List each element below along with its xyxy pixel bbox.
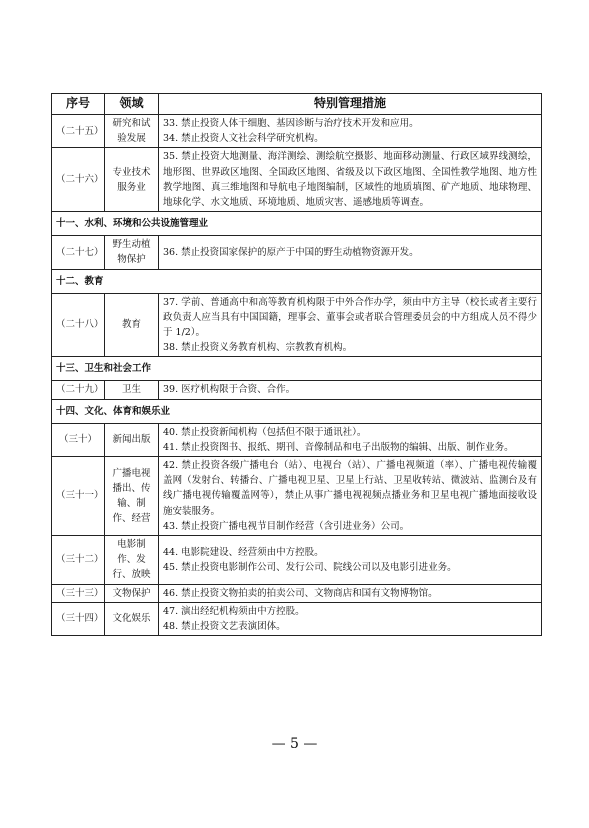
row-field: 广播电视播出、传输、制作、经营 — [105, 457, 159, 536]
measure-item: 43. 禁止投资广播电视节目制作经营（含引进业务）公司。 — [163, 520, 410, 532]
row-measures — [159, 536, 542, 585]
row-field: 教育 — [105, 293, 159, 357]
row-measures — [159, 457, 542, 536]
row-no: （三十一） — [52, 457, 105, 536]
row-measures — [159, 236, 542, 269]
measure-item: 38. 禁止投资义务教育机构、宗教教育机构。 — [163, 342, 353, 354]
header-field: 领域 — [105, 94, 159, 115]
header-measure: 特别管理措施 — [159, 94, 542, 115]
row-field: 专业技术服务业 — [105, 148, 159, 212]
measure-item: 47. 演出经纪机构须由中方控股。 — [163, 605, 305, 617]
header-no: 序号 — [52, 94, 105, 115]
row-field: 文化娱乐 — [105, 602, 159, 635]
table-row — [52, 423, 542, 456]
measure-item: 35. 禁止投资大地测量、海洋测绘、测绘航空摄影、地面移动测量、行政区域界线测绘，地形图、世界政区地图、全国政区地图、省级及以下政区地图、全国性教学地图、地方性教学地图、真三维地图和导航电子地图编制，区域性的地质填图、矿产地质、地球物理、地球化学、水文地质、环境地质、地质灾害、遥感地质等调查。 — [163, 151, 537, 209]
table-row — [52, 293, 542, 357]
section-title: 十三、卫生和社会工作 — [52, 357, 542, 381]
row-field: 文物保护 — [105, 584, 159, 602]
section-row — [52, 399, 542, 423]
row-field: 卫生 — [105, 381, 159, 399]
row-measures — [159, 148, 542, 212]
row-no: （二十七） — [52, 236, 105, 269]
row-measures — [159, 115, 542, 148]
table-row — [52, 457, 542, 536]
row-field: 野生动植物保护 — [105, 236, 159, 269]
section-row — [52, 212, 542, 236]
section-title: 十二、教育 — [52, 269, 542, 293]
section-row — [52, 269, 542, 293]
row-no: （二十五） — [52, 115, 105, 148]
row-field: 新闻出版 — [105, 423, 159, 456]
row-measures — [159, 293, 542, 357]
row-no: （三十四） — [52, 602, 105, 635]
table-row — [52, 115, 542, 148]
table-header-row — [52, 94, 542, 115]
row-no: （二十八） — [52, 293, 105, 357]
table-row — [52, 381, 542, 399]
measure-item: 34. 禁止投资人文社会科学研究机构。 — [163, 133, 324, 145]
measure-item: 39. 医疗机构限于合资、合作。 — [163, 384, 296, 396]
section-title: 十四、文化、体育和娱乐业 — [52, 399, 542, 423]
row-no: （三十三） — [52, 584, 105, 602]
measure-item: 44. 电影院建设、经营须由中方控股。 — [163, 546, 324, 558]
row-field: 电影制作、发行、放映 — [105, 536, 159, 585]
measure-item: 42. 禁止投资各级广播电台（站）、电视台（站）、广播电视频道（率）、广播电视传输覆盖网（发射台、转播台、广播电视卫星、卫星上行站、卫星收转站、微波站、监测台及有线广播电视传输覆盖网等），禁止从事广播电视视频点播业务和卫星电视广播地面接收设施安装服务。 — [163, 460, 537, 517]
table-row — [52, 602, 542, 635]
row-field: 研究和试验发展 — [105, 115, 159, 148]
measure-item: 46. 禁止投资文物拍卖的拍卖公司、文物商店和国有文物博物馆。 — [163, 587, 438, 599]
row-measures — [159, 423, 542, 456]
measure-item: 45. 禁止投资电影制作公司、发行公司、院线公司以及电影引进业务。 — [163, 561, 457, 573]
measure-item: 41. 禁止投资图书、报纸、期刊、音像制品和电子出版物的编辑、出版、制作业务。 — [163, 441, 514, 453]
row-no: （三十二） — [52, 536, 105, 585]
measure-item: 36. 禁止投资国家保护的原产于中国的野生动植物资源开发。 — [163, 246, 419, 258]
special-measures-table — [51, 93, 542, 636]
row-measures — [159, 584, 542, 602]
section-title: 十一、水利、环境和公共设施管理业 — [52, 212, 542, 236]
row-no: （三十） — [52, 423, 105, 456]
measure-item: 48. 禁止投资文艺表演团体。 — [163, 621, 286, 633]
row-no: （二十九） — [52, 381, 105, 399]
row-measures — [159, 381, 542, 399]
page-number: — 5 — — [271, 736, 318, 752]
table-row — [52, 536, 542, 585]
measure-item: 33. 禁止投资人体干细胞、基因诊断与治疗技术开发和应用。 — [163, 118, 419, 129]
table-row — [52, 236, 542, 269]
row-no: （二十六） — [52, 148, 105, 212]
measure-item: 40. 禁止投资新闻机构（包括但不限于通讯社）。 — [163, 426, 367, 438]
measure-item: 37. 学前、普通高中和高等教育机构限于中外合作办学，须由中方主导（校长或者主要行政负责人应当具有中国国籍，理事会、董事会或者联合管理委员会的中方组成人员不得少于 1/2）。 — [163, 296, 537, 339]
table-row — [52, 584, 542, 602]
section-row — [52, 357, 542, 381]
table-row — [52, 148, 542, 212]
row-measures — [159, 602, 542, 635]
